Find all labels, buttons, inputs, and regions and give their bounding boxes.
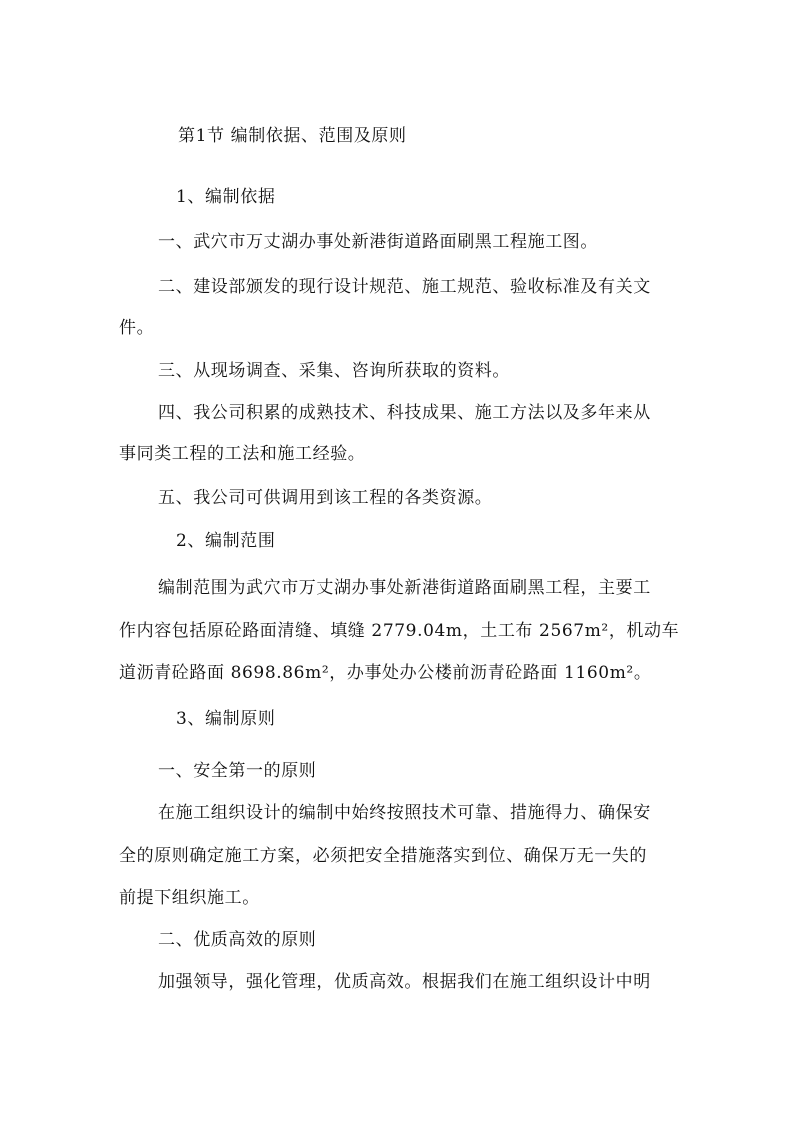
- principle-2-heading: 二、优质高效的原则: [158, 930, 317, 950]
- basis-item-2-line-2: 件。: [119, 318, 155, 338]
- section-title: 第1节 编制依据、范围及原则: [178, 126, 407, 146]
- basis-item-4-line-1: 四、我公司积累的成熟技术、科技成果、施工方法以及多年来从: [158, 403, 651, 423]
- basis-item-2-line-1: 二、建设部颁发的现行设计规范、施工规范、验收标准及有关文: [158, 277, 651, 297]
- basis-item-1: 一、武穴市万丈湖办事处新港街道路面刷黑工程施工图。: [158, 232, 598, 252]
- principles-heading: 3、编制原则: [176, 709, 276, 729]
- scope-line-2: 作内容包括原砼路面清缝、填缝 2779.04m，土工布 2567m²，机动车: [119, 621, 680, 641]
- basis-item-3: 三、从现场调查、采集、咨询所获取的资料。: [158, 361, 510, 381]
- basis-item-4-line-2: 事同类工程的工法和施工经验。: [119, 444, 366, 464]
- principle-1-heading: 一、安全第一的原则: [158, 761, 317, 781]
- principle-1-line-3: 前提下组织施工。: [119, 888, 260, 908]
- scope-heading: 2、编制范围: [176, 531, 276, 551]
- basis-heading: 1、编制依据: [176, 187, 276, 207]
- basis-item-5: 五、我公司可供调用到该工程的各类资源。: [158, 488, 493, 508]
- principle-1-line-2: 全的原则确定施工方案，必须把安全措施落实到位、确保万无一失的: [119, 846, 647, 866]
- scope-line-1: 编制范围为武穴市万丈湖办事处新港街道路面刷黑工程，主要工: [158, 578, 651, 598]
- scope-line-3: 道沥青砼路面 8698.86m²，办事处办公楼前沥青砼路面 1160m²。: [119, 663, 652, 683]
- principle-2-line-1: 加强领导，强化管理，优质高效。根据我们在施工组织设计中明: [158, 972, 651, 992]
- principle-1-line-1: 在施工组织设计的编制中始终按照技术可靠、措施得力、确保安: [158, 803, 651, 823]
